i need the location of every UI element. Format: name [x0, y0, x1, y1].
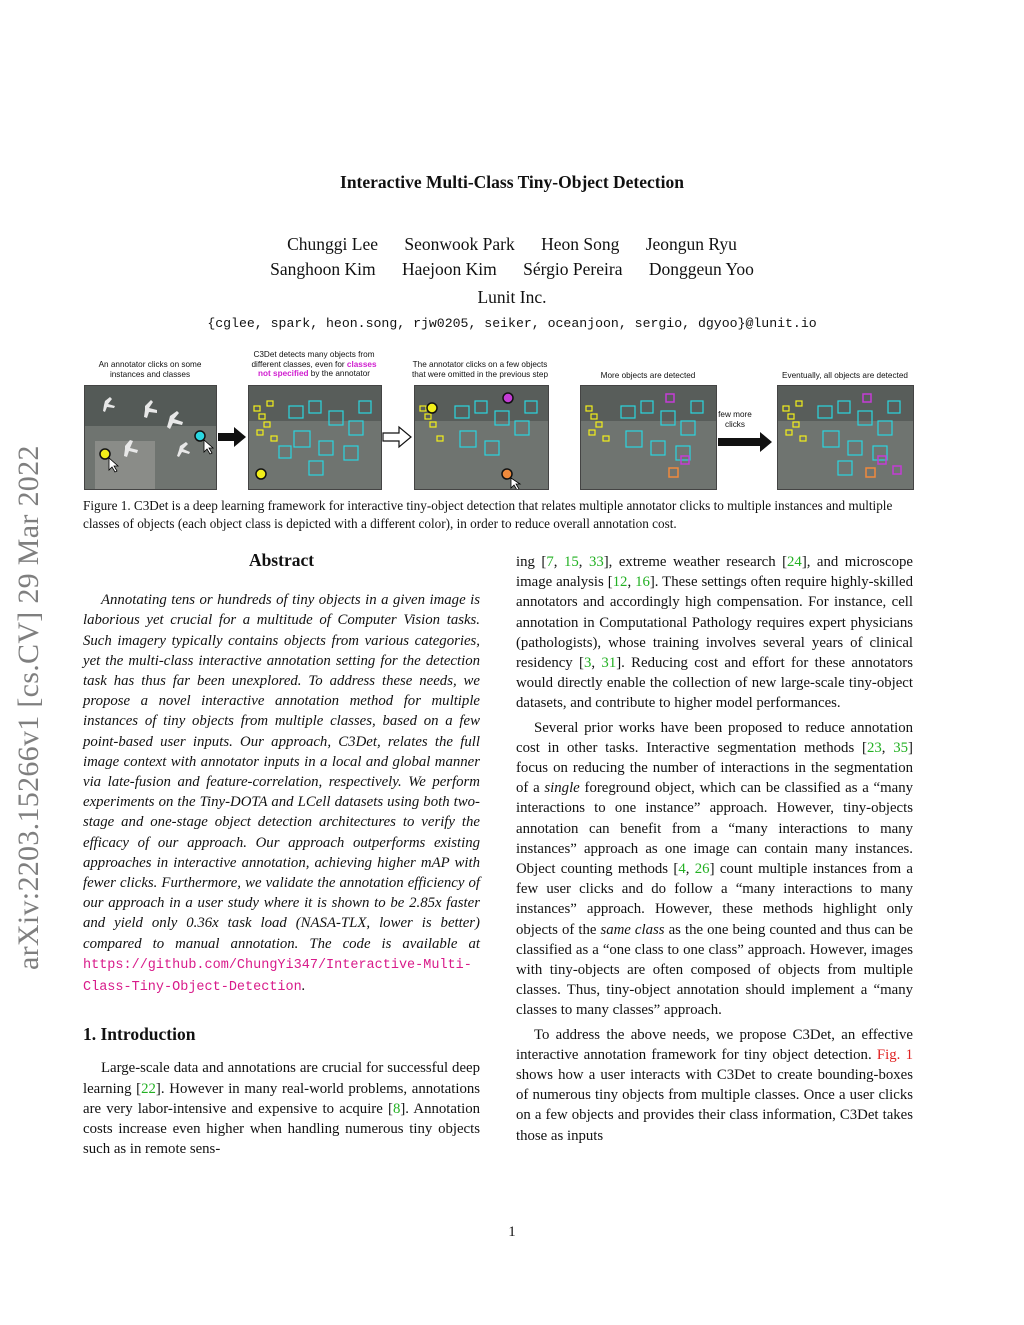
- citation-link[interactable]: 7: [546, 554, 554, 570]
- figure-label-step-1: An annotator clicks on some instances and classes: [98, 360, 202, 379]
- citation-link[interactable]: 31: [601, 655, 617, 672]
- citation-link[interactable]: 4: [678, 861, 686, 878]
- citation-link[interactable]: 35: [893, 739, 909, 756]
- figure-label-step-5: Eventually, all objects are detected: [782, 371, 908, 380]
- paper-title: Interactive Multi-Class Tiny-Object Detection: [340, 172, 684, 192]
- citation-link[interactable]: 24: [787, 554, 802, 570]
- right-paragraph-1: ing [7, 15, 33], extreme weather research [24], and microscope image analysis [12, 16]. These settings often require highly-skilled annotators and accordingly high compensation. For instance, cell annotation in Computational Pathology requires expert physicians (pathologists), whose training involves several years of clinical residency [3, 31]. Reducing cost and effort for these annotators would directly enable the collection of new large-scale tiny-object datasets, and contribute to higher model performances.: [516, 554, 913, 712]
- figure-panel-2: [248, 385, 382, 490]
- citation-link[interactable]: 16: [635, 574, 650, 591]
- author-name: Sérgio Pereira: [523, 259, 623, 279]
- citation-link[interactable]: 15: [563, 554, 579, 570]
- figure-label-step-2: C3Det detects many objects from different classes, even for classes not specified by the annotator: [251, 350, 377, 379]
- citation-link[interactable]: 33: [588, 554, 604, 570]
- citation-link[interactable]: 22: [141, 1080, 156, 1097]
- abstract-heading: Abstract: [248, 550, 315, 570]
- author-name: Seonwook Park: [404, 234, 515, 254]
- figure-panel-1: [84, 385, 217, 490]
- figure-label-step-3: The annotator clicks on a few objects that were omitted in the previous step: [411, 360, 549, 379]
- figure-panel-4: [580, 385, 717, 490]
- right-paragraph-3: To address the above needs, we propose C3Det, an effective interactive annotation framework for tiny object detection. Fig. 1 shows how a user interacts with C3Det to create bounding-boxes of numerous tiny objects from multiple classes. Once a user clicks on a few objects and provides their class information, C3Det takes those as inputs: [516, 1026, 913, 1144]
- arrow-icon: [216, 425, 248, 454]
- abstract-text: Annotating tens or hundreds of tiny objects in a given image is laborious yet crucial for a multitude of Computer Vision tasks. Such imagery typically contains objects from various categories, yet the multi-class interactive annotation setting for the detection task has thus far been unexplored. To address these needs, we propose a novel interactive annotation method for multiple instances of tiny objects from multiple classes, based on a few point-based user inputs. Our approach, C3Det, relates the full image context with annotator inputs in a local and global manner via late-fusion and feature-correlation, respectively. We perform experiments on the Tiny-DOTA and LCell datasets using both two-stage and one-stage object detection architectures to verify the efficacy of our approach. Our approach outperforms existing approaches in interactive annotation, achieving higher mAP with fewer clicks. Furthermore, we validate the annotation efficiency of our approach in a user study where it is shown to be 2.85x faster and yield only 0.36x task load (NASA-TLX, lower is better) compared to manual annotation. The code is available at https://github.com/ChungYi347/Interactive-Multi-Class-Tiny-Object-Detection.: [83, 592, 480, 996]
- affiliation: Lunit Inc.: [477, 287, 547, 307]
- arrow-label: few more clicks: [718, 410, 752, 429]
- figure-panel-3: [414, 385, 549, 490]
- intro-paragraph-1: Large-scale data and annotations are crucial for successful deep learning [22]. However in many real-world problems, annotations are very labor-intensive and expensive to acquire [8]. Annotation costs increase even higher when handling numerous tiny objects such as in remote sens-: [83, 1060, 481, 1158]
- figure-reference-link[interactable]: Fig. 1: [876, 1046, 913, 1063]
- author-name: Heon Song: [541, 234, 620, 254]
- citation-link[interactable]: 3: [583, 655, 592, 672]
- arxiv-identifier: arXiv:2203.15266v1 [cs.CV] 29 Mar 2022: [12, 445, 45, 970]
- citation-link[interactable]: 23: [866, 739, 882, 756]
- author-emails: {cglee, spark, heon.song, rjw0205, seiker, oceanjoon, sergio, dgyoo}@lunit.io: [207, 316, 817, 331]
- authors-line-1: [0, 234, 1024, 255]
- citation-link[interactable]: 12: [612, 574, 628, 591]
- citation-link[interactable]: 8: [392, 1100, 401, 1117]
- right-column: [516, 552, 913, 1146]
- figure-panel-5: [777, 385, 914, 490]
- citation-link[interactable]: 26: [694, 861, 710, 878]
- right-paragraph-2: Several prior works have been proposed to reduce annotation cost in other tasks. Interactive segmentation methods [23, 35] focus on reducing the number of interactions in the segmentation of a single foreground object, which can be classified as a “many interactions to one instance” approach. However, tiny-objects annotation can benefit from a “many interactions to many instances” approach as one image can contain many instances. Object counting methods [4, 26] count multiple instances from a few user clicks and do follow a “many interactions to many instances” approach. However, these methods highlight only objects of the same class as the one being counted and thus can be classified as a “one class to one class” approach. However, images with tiny-objects are often composed of objects from multiple classes. Thus, tiny-object annotation should implement a “many classes to many classes” approach.: [516, 719, 913, 1019]
- author-name: Sanghoon Kim: [270, 259, 376, 279]
- figure-caption: Figure 1. C3Det is a deep learning framework for interactive tiny-object detection that relates multiple annotator clicks to multiple instances and multiple classes of objects (each object class is depicted with a different color), in order to reduce overall annotation cost.: [83, 498, 893, 531]
- left-column: [83, 550, 480, 1159]
- section-heading-introduction: 1. Introduction: [83, 1024, 196, 1045]
- authors-line-2: [0, 259, 1024, 280]
- hollow-arrow-icon: [381, 425, 413, 454]
- author-name: Haejoon Kim: [402, 259, 497, 279]
- author-name: Jeongun Ryu: [645, 234, 737, 254]
- figure-label-step-4: More objects are detected: [600, 371, 696, 380]
- code-url-link[interactable]: https://github.com/ChungYi347/Interactive-Multi-Class-Tiny-Object-Detection: [83, 957, 472, 996]
- page-number: 1: [508, 1224, 516, 1240]
- author-name: Chunggi Lee: [287, 234, 378, 254]
- author-name: Donggeun Yoo: [648, 259, 754, 279]
- arrow-icon: [716, 430, 776, 459]
